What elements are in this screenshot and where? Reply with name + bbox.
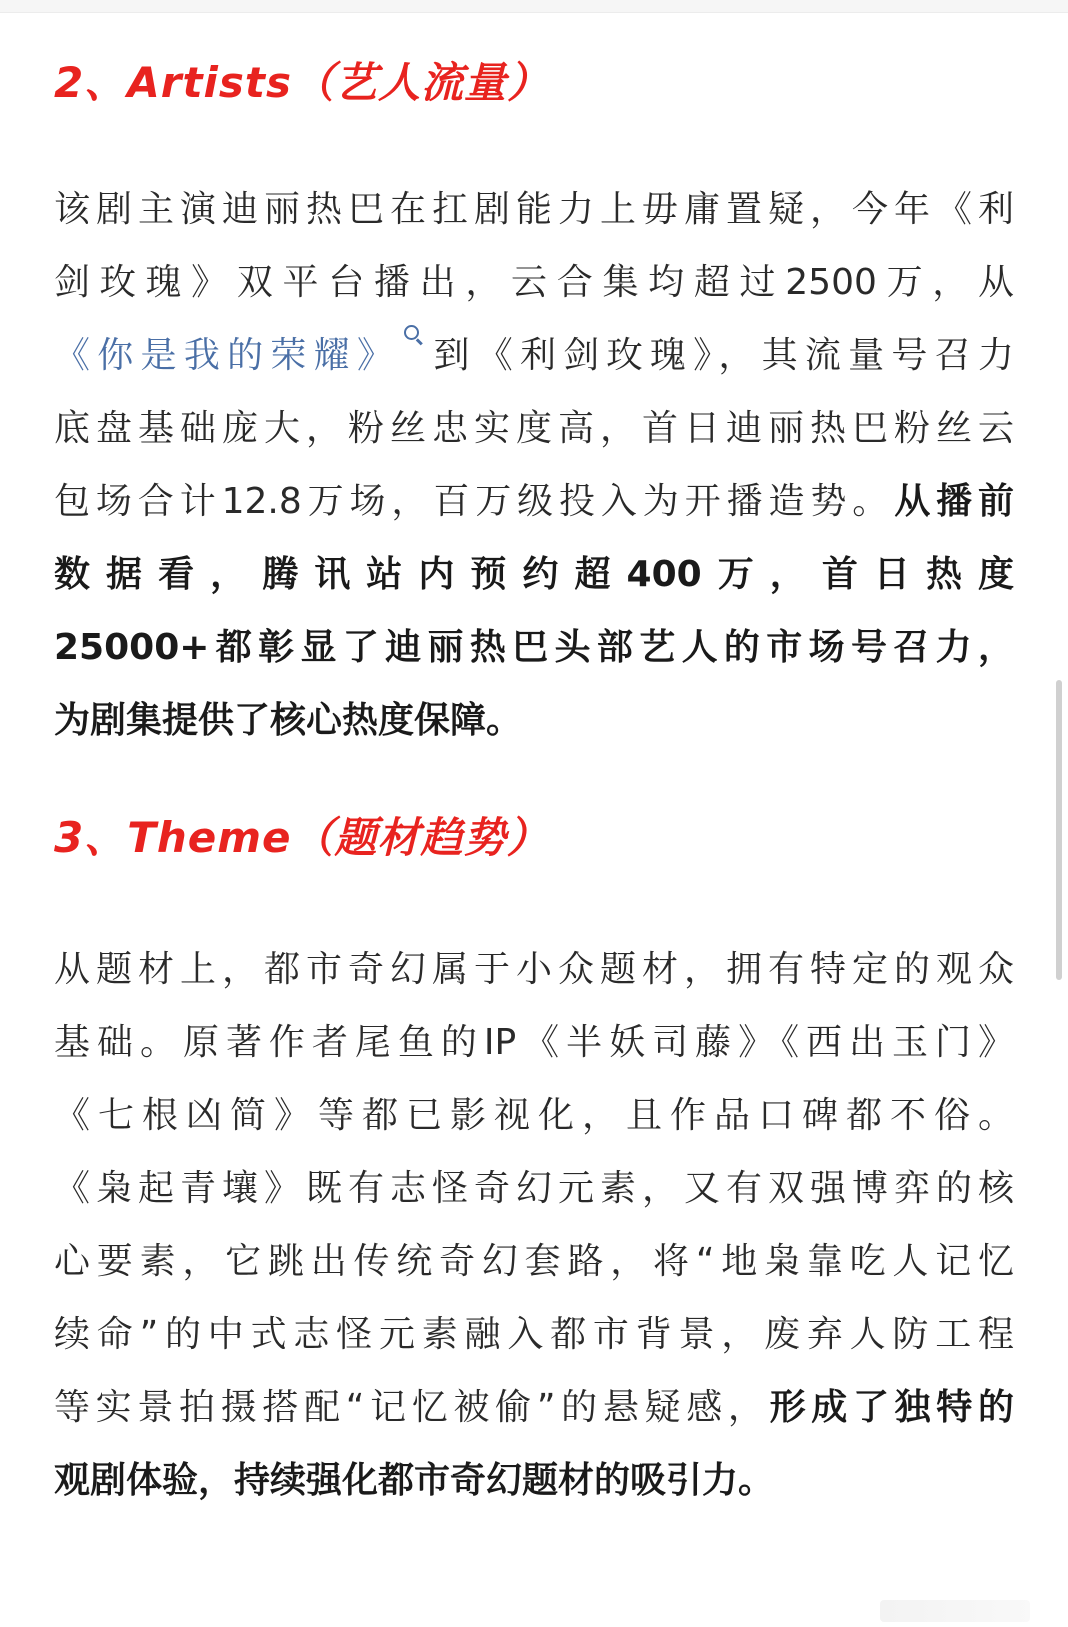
section-heading-theme: 3、Theme（题材趋势） (54, 813, 550, 862)
artists-paragraph (54, 173, 1014, 757)
paragraph-line: 《七根凶简》等都已影视化，且作品口碑都不俗。 (54, 1095, 1014, 1136)
theme-paragraph (54, 933, 1014, 1517)
search-icon[interactable] (400, 319, 426, 359)
paragraph-line: 底盘基础庞大，粉丝忠实度高，首日迪丽热巴粉丝云 (54, 408, 1014, 449)
watermark (880, 1600, 1030, 1622)
paragraph-line: 基础。原著作者尾鱼的IP《半妖司藤》《西出玉门》 (54, 1022, 1014, 1063)
paragraph-line: 续命”的中式志怪元素融入都市背景，废弃人防工程 (54, 1314, 1014, 1355)
section-heading-artists: 2、Artists（艺人流量） (54, 58, 550, 107)
drama-link[interactable]: 《你是我的荣耀》 (54, 335, 401, 376)
paragraph-line-bold: 观剧体验，持续强化都市奇幻题材的吸引力。 (54, 1460, 775, 1501)
paragraph-line: 该剧主演迪丽热巴在扛剧能力上毋庸置疑，今年《利 (54, 189, 1014, 230)
emphasis-text: 形成了独特的 (769, 1387, 1014, 1428)
paragraph-line: 从题材上，都市奇幻属于小众题材，拥有特定的观众 (54, 949, 1014, 990)
paragraph-line-bold: 为剧集提供了核心热度保障。 (54, 700, 523, 741)
paragraph-line: 心要素，它跳出传统奇幻套路，将“地枭靠吃人记忆 (54, 1241, 1014, 1282)
line-text: 包场合计12.8万场，百万级投入为开播造势。 (54, 481, 895, 522)
line-text: 等实景拍摄搭配“记忆被偷”的悬疑感， (54, 1387, 770, 1428)
paragraph-line: 剑玫瑰》双平台播出，云合集均超过2500万，从 (54, 262, 1014, 303)
paragraph-line (54, 465, 1014, 538)
paragraph-line-bold: 数据看，腾讯站内预约超400万，首日热度 (54, 554, 1014, 595)
top-divider (0, 0, 1068, 13)
paragraph-line: 《枭起青壤》既有志怪奇幻元素，又有双强博弈的核 (54, 1168, 1014, 1209)
paragraph-line (54, 319, 1014, 392)
paragraph-line (54, 1371, 1014, 1444)
paragraph-line-bold: 25000+都彰显了迪丽热巴头部艺人的市场号召力， (54, 627, 1014, 668)
scrollbar[interactable] (1056, 680, 1062, 980)
emphasis-text: 从播前 (894, 481, 1014, 522)
line-text: 到《利剑玫瑰》，其流量号召力 (426, 335, 1014, 376)
